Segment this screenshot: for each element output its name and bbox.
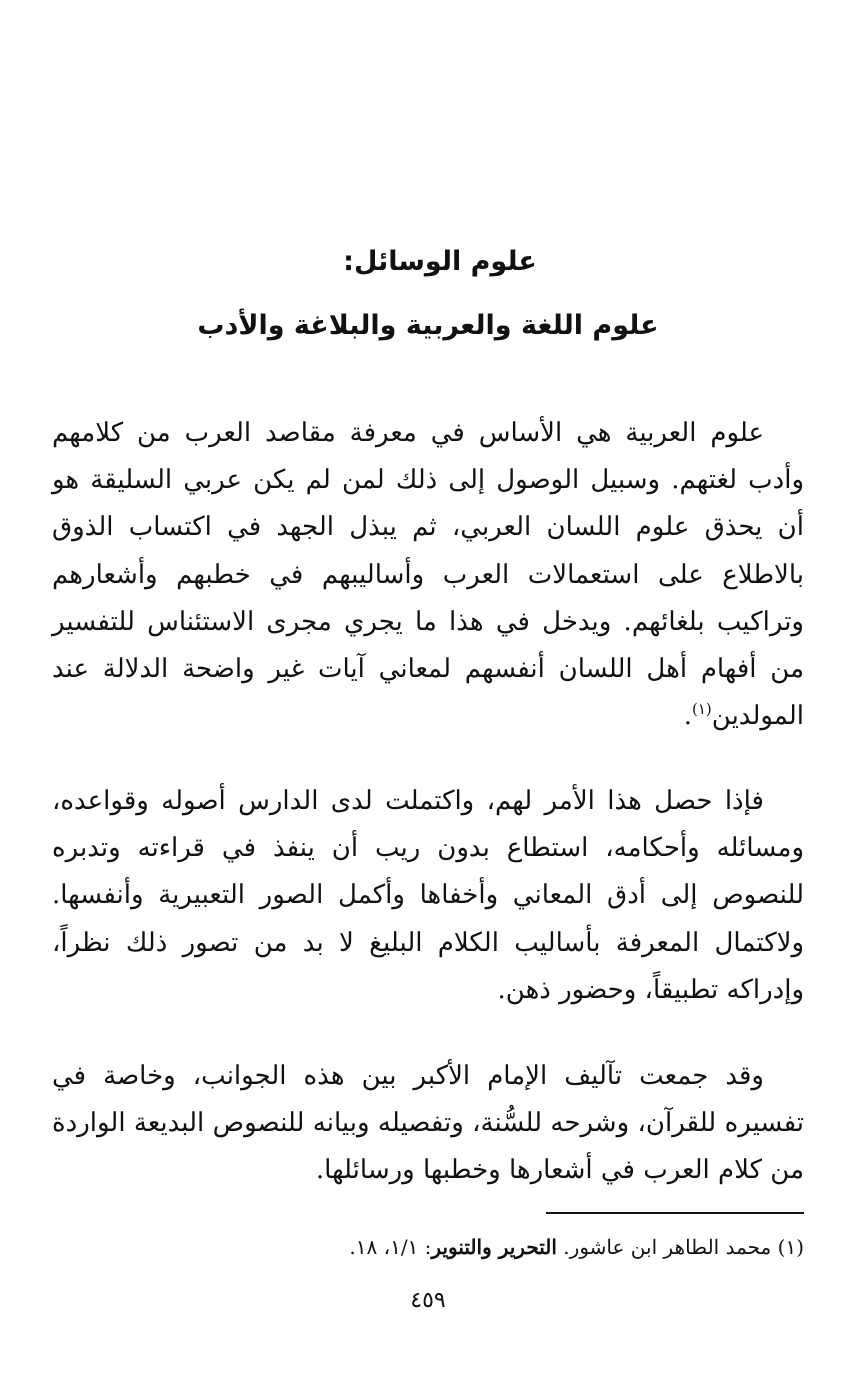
footnote-marker: (١) [777,1235,804,1259]
section-heading: علوم الوسائل: [343,246,537,277]
page-number: ٤٥٩ [410,1288,446,1313]
paragraph-2 [52,778,804,1014]
paragraph-1-end: . [683,701,692,732]
paragraph-2-text: فإذا حصل هذا الأمر لهم، واكتملت لدى الدارس أصوله وقواعده، ومسائله وأحكامه، استطاع بدون ريب أن ينفذ في قراءته وتدبره للنصوص إلى أدق المعاني وأخفاها وأكمل الصور التعبيرية وأنفسها. ولاكتمال المعرفة بأساليب الكلام البليغ لا بد من تصور ذلك نظراً، وإدراكه تطبيقاً، وحضور ذهن. [52,786,804,1005]
footnote-author: محمد الطاهر ابن عاشور. [563,1235,772,1259]
paragraph-3 [52,1053,804,1195]
footnote-reference[interactable]: (١) [692,700,712,719]
footnote-reference-detail: : ١/١، ١٨. [349,1235,432,1259]
paragraph-3-text: وقد جمعت تآليف الإمام الأكبر بين هذه الجوانب، وخاصة في تفسيره للقرآن، وشرحه للسُّنة، وتفصيله وبيانه للنصوص البديعة الواردة من كلام العرب في أشعارها وخطبها ورسائلها. [52,1061,804,1186]
section-subheading: علوم اللغة والعربية والبلاغة والأدب [197,310,659,341]
footnote-book-title: التحرير والتنوير [431,1235,557,1259]
footnote-divider [546,1212,804,1214]
paragraph-1-text: علوم العربية هي الأساس في معرفة مقاصد العرب من كلامهم وأدب لغتهم. وسبيل الوصول إلى ذلك لمن لم يكن عربي السليقة هو أن يحذق علوم اللسان العربي، ثم يبذل الجهد في اكتساب الذوق بالاطلاع على استعمالات العرب وأساليبهم في خطبهم وأشعارهم وتراكيب بلغائهم. ويدخل في هذا ما يجري مجرى الاستئناس للتفسير من أفهام أهل اللسان أنفسهم لمعاني آيات غير واضحة الدلالة عند المولدين [52,418,804,732]
paragraph-1 [52,410,804,743]
footnote [52,1232,804,1262]
